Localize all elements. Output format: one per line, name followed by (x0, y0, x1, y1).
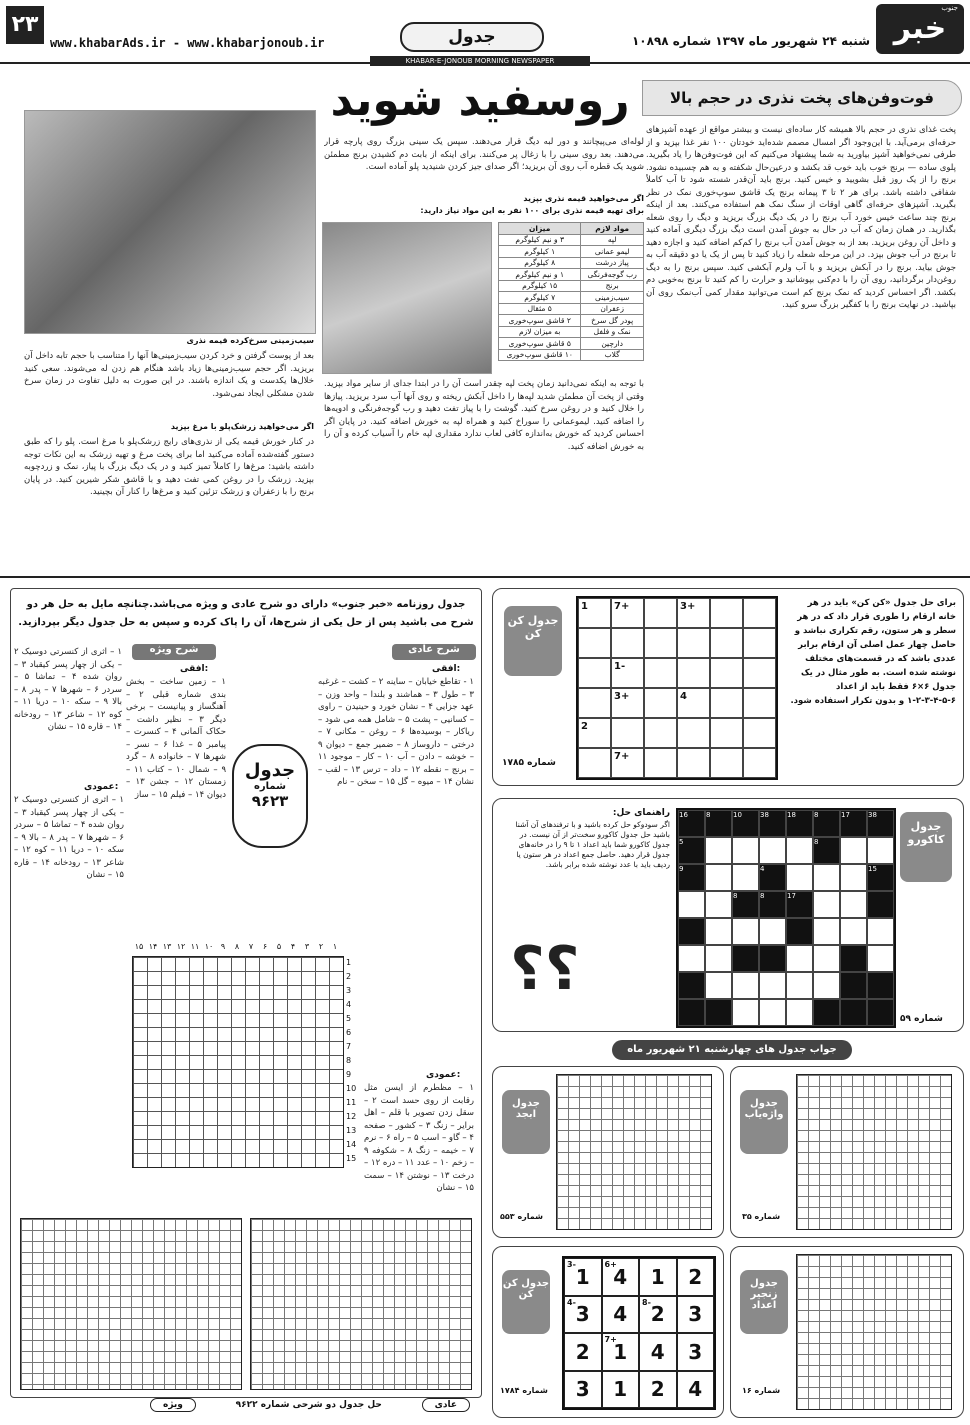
kakuro-cell[interactable] (732, 999, 759, 1026)
article-column-left: بعد از پوست گرفتن و خرد کردن سیب‌زمینی‌ها آنها را متناسب با حجم تابه داخل آن بریزید. اگر حجم سیب‌زمینی‌ها زیاد باشد هنگام هم زدن له می‌شوند. سعی کنید خلال‌ها یکدست و یک اندازه باشند. در این صورت به دلیل تفاوت در زمان سرخ شدن مشکلی ایجاد نمی‌شود. (24, 351, 314, 399)
kakuro-clue-cell: 8 (732, 891, 759, 918)
kenken-cell[interactable] (743, 748, 776, 778)
ingredients-heading: برای تهیه قیمه نذری برای ۱۰۰ نفر به این مواد نیاز دارید: (420, 206, 644, 215)
kenken-answer-number: شماره ۱۷۸۴ (500, 1386, 548, 1395)
kenken-instructions: برای حل جدول «کن کن» باید در هر خانه ارقام را طوری قرار داد که در هر سطر و هر ستون، رقم تکراری نباشد و حاصل چهار عمل اصلی آن ارقام برابر عددی باشد که در قسمت‌های مختلف نوشته شده است. به طور مثال در یک جدول ۶×۶ فقط باید از اعداد ۶-۵-۴-۳-۲-۱ و بدون تکرار استفاده شود. (790, 598, 956, 706)
kakuro-clue-cell (867, 999, 894, 1026)
kenken-op: 8- (642, 1297, 651, 1307)
col-number: ۱۳ (162, 942, 172, 951)
kakuro-clue-cell: 8 (813, 837, 840, 864)
special-vertical-clues-top: ۱ – اثری از کنسرتی دوسیک ۲ – یکی از چهار پسر کیقباد ۳ – روان شده ۴ – تماشا ۵ – سردر ۶ – شهرها ۷ – پدر ۸ – بالا ۹ – سکه ۱۰ – دریا ۱۱ – کوه ۱۲ – شاعر ۱۳ – رودخانه ۱۴ – قاره ۱۵ – نشان (14, 647, 122, 732)
recipe-heading: اگر می‌خواهید قیمه نذری بپزید (523, 194, 644, 203)
kakuro-cell[interactable] (705, 891, 732, 918)
kakuro-cell[interactable] (840, 837, 867, 864)
kakuro-clue-cell: 8 (705, 810, 732, 837)
vertical-label-special: عمودی: (84, 782, 119, 792)
row-number: 14 (346, 1140, 357, 1149)
kakuro-cell[interactable] (732, 837, 759, 864)
kakuro-clue-cell (678, 918, 705, 945)
kenken-cell[interactable] (710, 598, 743, 628)
photo-caption: سیب‌زمینی سرخ‌کرده قیمه نذری (186, 336, 314, 345)
kenken-op: 6+ (604, 1260, 617, 1269)
kakuro-tag: جدول کاکورو (900, 812, 952, 882)
kakuro-cell[interactable] (705, 972, 732, 999)
kenken-answer-cell (602, 1333, 640, 1371)
kakuro-clue-cell (867, 891, 894, 918)
kenken-answer-cell (564, 1258, 602, 1296)
kenken-number: شماره ۱۷۸۵ (502, 758, 556, 768)
kenken-op: 7+ (604, 1335, 617, 1344)
kenken-answer-cell (639, 1333, 677, 1371)
table-header-row: مواد لازم میزان (499, 223, 644, 235)
kakuro-clue-cell: 4 (759, 864, 786, 891)
zanjire-answer-grid (796, 1254, 952, 1410)
kenken-answer-cell (602, 1371, 640, 1409)
col-number: ۳ (304, 942, 310, 951)
article-column-mid-top: لوله‌ای می‌پیچانند و دور لبه دیگ قرار می‌دهند. سپس یک سینی بزرگ روی پارچه قرار می‌دهند. بعد روی سینی را با زغال پر می‌کنند. برای اینکه از بابت دم کشیدن برنج مطمئن شوید یک قطره آب روی آن بریزید؛ اگر صدای جیز کردن شنیدید پلو آماده است. (324, 137, 644, 172)
kenken-cell[interactable] (677, 628, 710, 658)
kakuro-guide: اگر سودوکو حل کرده باشید و با ترفندهای آن آشنا باشید حل جدول کاکورو سخت‌تر از آن نیست. در جدول کاکورو شما باید اعداد ۱ تا ۹ را در خانه‌های جدول قرار دهید. حاصل جمع اعداد در هر ستون یا ردیف باید با عدد نوشته شده برابر باشد. (515, 820, 670, 869)
kakuro-clue-cell: 15 (867, 864, 894, 891)
classic-crossword-grid[interactable] (132, 956, 344, 1168)
kakuro-cell[interactable] (786, 864, 813, 891)
kenken-tag: جدول کن کن (504, 606, 562, 676)
kakuro-cell[interactable] (813, 864, 840, 891)
kenken-answer-value: 3 (688, 1339, 703, 1364)
kenken-answer-cell (602, 1296, 640, 1334)
kenken-cell[interactable] (677, 658, 710, 688)
col-number: ۱۵ (134, 942, 144, 951)
vazheyab-number: شماره ۳۵ (742, 1212, 781, 1221)
kenken-cell[interactable] (644, 658, 677, 688)
kakuro-clue-cell: 17 (840, 810, 867, 837)
kakuro-cell[interactable] (759, 918, 786, 945)
answers-banner: جواب جدول های چهارشنبه ۲۱ شهریور ماه (612, 1040, 852, 1060)
kakuro-clue-cell: 9 (678, 864, 705, 891)
kakuro-clue-cell (840, 945, 867, 972)
kenken-cell[interactable] (578, 688, 611, 718)
special-horizontal-clues: ۱ – زمین ساخت – بخش بندی شماره قبلی ۲ – آهنگساز و پیانیست – برخی دیگر ۳ – نظیر داشت – حکاک آلمانی ۴ – کنسرت – پیامبر ۵ – غذا ۶ – نسر – شهرها ۷ – خانواده ۸ – گرد ۹ – شمال ۱۰ – کتاب ۱۱ – زمستان ۱۲ – جشن ۱۳ – دیوان ۱۴ – فیلم ۱۵ – ساز (126, 677, 226, 800)
zanjire-tag: جدول زنجیر اعداد (740, 1270, 788, 1334)
table-row: گلاب ۱۰ قاشق سوپ‌خوری (499, 349, 644, 361)
abjad-answer-grid (556, 1074, 712, 1230)
kakuro-cell[interactable] (786, 945, 813, 972)
row-number: 2 (346, 972, 352, 981)
kenken-cell[interactable]: 2 (578, 718, 611, 748)
masthead-strip: KHABAR-E-JONOUB MORNING NEWSPAPER (370, 56, 590, 66)
kenken-cell[interactable] (644, 748, 677, 778)
answer-title: حل جدول دو شرحی شماره ۹۶۲۲ (235, 1400, 382, 1410)
vazheyab-answer-grid (796, 1074, 952, 1230)
row-number: 6 (346, 1028, 352, 1037)
kenken-cell[interactable] (611, 628, 644, 658)
website-link[interactable]: www.khabarAds.ir - www.khabarjonoub.ir (50, 36, 325, 50)
kakuro-clue-cell (840, 972, 867, 999)
kakuro-number: شماره ۵۹ (900, 1014, 943, 1024)
normal-vertical-clues: ۱ – مظطرم از ایسن مثل رقابت از روی حسد است ۲ – سقل زدن تصویر با قلم – اهل برایر – زنگ ۳ – کشور – صفحه ۴ – گاو – اسب ۵ – راه ۶ – نرم ۷ – خیمه – زنگ ۸ – شکوفه ۹ – زخم ۱۰ – عدد ۱۱ – دره ۱۲ – درخت ۱۳ – نوشتن ۱۴ – سمت ۱۵ – نشان (364, 1083, 474, 1192)
kenken-answer-value: 4 (650, 1339, 665, 1364)
kenken-cell[interactable] (743, 688, 776, 718)
col-number: ۸ (234, 942, 240, 951)
kenken-answer-value: 1 (575, 1264, 590, 1289)
kakuro-clue-cell: 8 (813, 810, 840, 837)
page-header (0, 0, 970, 64)
kakuro-cell[interactable] (678, 891, 705, 918)
kakuro-cell[interactable] (759, 999, 786, 1026)
kenken-cell[interactable] (644, 598, 677, 628)
kakuro-clue-cell (759, 945, 786, 972)
kakuro-clue-cell (786, 918, 813, 945)
spacer (10, 1206, 480, 1207)
row-number: 4 (346, 1000, 352, 1009)
kenken-grid[interactable] (576, 596, 778, 780)
kakuro-cell[interactable] (786, 999, 813, 1026)
classic-answer-grid-special (20, 1218, 242, 1390)
kenken-cell[interactable]: 7+ (611, 598, 644, 628)
table-row: دارچین ۵ قاشق سوپ‌خوری (499, 338, 644, 350)
kenken-op: 4- (567, 1297, 576, 1307)
kakuro-clue-cell (678, 999, 705, 1026)
col-number: ۱۲ (176, 942, 186, 951)
puzzle-banner: جدول روزنامه «خبر جنوب» دارای دو شرح عادی و ویژه می‌باشد.چنانچه مایل به حل هر دو شرح می باشید پس از حل یکی از شرح‌ها، آن را پاک کرده و سپس به حل جدول دیگر بپردازید. (18, 599, 474, 628)
col-number: ۷ (248, 942, 254, 951)
kenken-cell[interactable] (710, 628, 743, 658)
question-mark-icon: ؟؟ (510, 934, 580, 1004)
kenken-answer-cell (564, 1333, 602, 1371)
kenken-cell[interactable] (710, 748, 743, 778)
kenken-cell[interactable] (578, 658, 611, 688)
row-number: 8 (346, 1056, 352, 1065)
table-row: نمک و فلفل به میزان لازم (499, 326, 644, 338)
normal-horizontal-clues: ۱ - تقاطع خیابان – ساینه ۲ – کشت – غرغبه ۳ – طول ۳ – هماشند و بلندا – واحد وزن – عهد جزایی ۴ – نشان خورد و حینیدن – راوی – کسانیی – پشت ۵ – شامل همه می شود – ریاکار – بوسیده‌ها ۶ – روغن – مکانی ۷ – درختی – داروساز ۸ – ضمیر جمع – دیوان ۹ – خوشه – دادن – آب ۱۰ – کار – موجود ۱۱ – برنج – نقطه ۱۲ – داد – ترس ۱۳ – لقب – نشان ۱۴ – میوه – گل ۱۵ – سخن – نام (318, 677, 474, 787)
kakuro-cell[interactable] (678, 945, 705, 972)
kenken-cell[interactable] (710, 688, 743, 718)
kakuro-cell[interactable] (813, 945, 840, 972)
special-clues-label: شرح ویژه (132, 644, 216, 660)
row-number: 7 (346, 1042, 352, 1051)
normal-clues-label: شرح عادی (392, 644, 476, 660)
kenken-answer-value: 1 (613, 1339, 628, 1364)
abjad-tag: جدول ابجد (502, 1090, 550, 1154)
section-title: جدول (400, 22, 544, 52)
kenken-answer-value: 3 (575, 1302, 590, 1327)
kenken-answer-value: 2 (650, 1377, 665, 1402)
kenken-answer-value: 3 (575, 1377, 590, 1402)
kenken-cell[interactable]: 3+ (677, 598, 710, 628)
abjad-number: شماره ۵۵۳ (500, 1212, 544, 1221)
classic-answer-grid-normal (250, 1218, 472, 1390)
kenken-cell[interactable]: 4 (677, 688, 710, 718)
kenken-answer-grid (562, 1256, 716, 1410)
food-photo-gheymeh (24, 110, 316, 334)
food-photo-rice (322, 222, 492, 374)
kakuro-cell[interactable] (759, 972, 786, 999)
col-number: ۱ (332, 942, 338, 951)
kakuro-cell[interactable] (786, 972, 813, 999)
col-number: ۱۱ (190, 942, 200, 951)
vertical-label: عمودی: (426, 1070, 461, 1080)
kakuro-clue-cell (732, 945, 759, 972)
kenken-cell[interactable]: 1 (578, 598, 611, 628)
puzzle-title: جدول (244, 760, 296, 781)
kakuro-cell[interactable] (705, 918, 732, 945)
kenken-cell[interactable] (677, 718, 710, 748)
kenken-answer-cell (639, 1371, 677, 1409)
kenken-answer-cell (639, 1296, 677, 1334)
row-number: 11 (346, 1098, 357, 1107)
kenken-cell[interactable]: 1- (611, 658, 644, 688)
kakuro-guide-title: راهنمای حل: (612, 808, 670, 818)
kenken-cell[interactable] (644, 718, 677, 748)
table-row: برنج ۱۵ کیلوگرم (499, 280, 644, 292)
kenken-answer-cell (677, 1296, 715, 1334)
horizontal-label-special: افقی: (180, 664, 209, 674)
newspaper-logo: خبر (876, 4, 964, 54)
kakuro-cell[interactable] (813, 891, 840, 918)
col-number: ۲ (318, 942, 324, 951)
kenken-answer-value: 1 (613, 1377, 628, 1402)
logo-sub: جنوب (941, 4, 958, 12)
kenken-answer-value: 4 (613, 1264, 628, 1289)
kakuro-clue-cell: 18 (786, 810, 813, 837)
kenken-answer-cell (677, 1333, 715, 1371)
kakuro-cell[interactable] (867, 918, 894, 945)
kakuro-clue-cell (813, 999, 840, 1026)
kakuro-clue-cell: 5 (678, 837, 705, 864)
col-number: ۴ (290, 942, 296, 951)
puzzle-id-badge (232, 744, 308, 848)
row-number: 12 (346, 1112, 357, 1121)
kenken-cell[interactable]: 3+ (611, 688, 644, 718)
table-row: پیاز درشت ۸ کیلوگرم (499, 257, 644, 269)
kenken-cell[interactable] (710, 718, 743, 748)
classic-answer-footer (150, 1396, 470, 1414)
col-number: ۱۴ (148, 942, 158, 951)
kakuro-cell[interactable] (759, 837, 786, 864)
kakuro-cell[interactable] (867, 837, 894, 864)
table-row: لپه ۳ و نیم کیلوگرم (499, 234, 644, 246)
kenken-answer-cell (639, 1258, 677, 1296)
answer-normal-label: عادی (422, 1398, 470, 1412)
row-number: 1 (346, 958, 352, 967)
kakuro-cell[interactable] (705, 864, 732, 891)
kenken-answer-value: 2 (650, 1302, 665, 1327)
puzzle-number: ۹۶۲۳ (251, 792, 289, 810)
kenken-answer-value: 3 (688, 1302, 703, 1327)
kenken-op: 3- (567, 1260, 576, 1269)
kakuro-clue-cell: 8 (759, 891, 786, 918)
kenken-answer-cell (677, 1258, 715, 1296)
article-column-right: پخت غذای نذری در حجم بالا همیشه کار ساده‌ای نیست و بیشتر مواقع از عهده آشپزهای حرفه‌ای برمی‌آید. با این‌وجود اگر امسال مصمم شده‌اید خودتان ۱۰۰ نفر غذا بپزید و از طرفی نمی‌خواهید آشپز بیاورید به شما پیشنهاد می‌کنیم که این فوت‌وفن‌ها را یاد بگیرید. پلوی ساده — برنج خوب باید خوب قد بکشد و درعین‌حال شکفته و به هم چسبیده نشود. برنج را از یک روز قبل بشویید و خیس کنید. برنج باید آن‌قدر شسته شود تا آب کاملاً شفافی داشته باشد. برای هر ۲ تا ۳ پیمانه برنج یک قاشق سوپ‌خوری نمک در نظر بگیرید. آشپزهای حرفه‌ای گاهی اوقات از سنگ نمک هم استفاده می‌کنند. بعد از اینکه برنج چند ساعت خیس خورد آب برنج را در یک دیگ بزرگ بریزید و دیگ را روی شعله بگذارید. در همان زمان که آب در حال به جوش آمدن است دیگ بزرگ دیگری آماده کنید و داخل آن روغن بریزید. بعد از به جوش آمدن آب برنج را کم‌کم اضافه کنید و اجازه دهید تا برنج در آب جوش بپزد. در این مرحله شعله را زیاد کنید تا پس از یک یا دو دقیقه آب به جوش بیاید. برنج را در آبکش بریزید و با آب ولرم آبکشی کنید. سپس برنج را به دیگ روغن‌دار برگردانید، روی آن را با دم‌کنی بپوشانید و حرارت را کم کنید تا برنج به‌خوبی دم بکشد. اگر احساس کردید که نمک برنج کم است می‌توانید مقدار کمی آب‌نمک روی آن بپاشید. در نهایت برنج را با کفگیر بزرگ سرو کنید. (646, 125, 956, 310)
kenken-answer-value: 1 (650, 1264, 665, 1289)
kenken-cell[interactable] (611, 718, 644, 748)
kakuro-cell[interactable] (813, 972, 840, 999)
kakuro-clue-cell (678, 972, 705, 999)
kenken-cell[interactable] (743, 718, 776, 748)
row-number: 5 (346, 1014, 352, 1023)
kakuro-clue-cell: 38 (867, 810, 894, 837)
kakuro-clue-cell (840, 999, 867, 1026)
kenken-answer-value: 4 (688, 1377, 703, 1402)
kakuro-clue-cell (705, 999, 732, 1026)
special-vertical-clues: ۱ – اثری از کنسرتی دوسیک ۲ – یکی از چهار پسر کیقباد ۳ – روان شده ۴ – تماشا ۵ – سردر ۶ – شهرها ۷ – پدر ۸ – بالا ۹ – سکه ۱۰ – دریا ۱۱ – کوه ۱۲ – شاعر ۱۳ – رودخانه ۱۴ – قاره ۱۵ – نشان (14, 795, 124, 880)
page-number: ۲۳ (6, 6, 44, 44)
table-row: سیب‌زمینی ۷ کیلوگرم (499, 292, 644, 304)
kakuro-cell[interactable] (840, 918, 867, 945)
table-row: لیمو عمانی ۱ کیلوگرم (499, 246, 644, 258)
horizontal-label: افقی: (432, 664, 461, 674)
kenken-answer-tag: جدول کن کن (502, 1270, 550, 1334)
kenken-cell[interactable] (743, 598, 776, 628)
kakuro-cell[interactable] (732, 918, 759, 945)
kenken-answer-cell (677, 1371, 715, 1409)
kenken-cell[interactable] (743, 628, 776, 658)
kenken-answer-cell (564, 1371, 602, 1409)
ingredients-table (498, 222, 644, 361)
kenken-answer-cell (564, 1296, 602, 1334)
answer-special-label: ویژه (150, 1398, 196, 1412)
kakuro-clue-cell: 17 (786, 891, 813, 918)
col-number: ۱۰ (204, 942, 214, 951)
kakuro-clue-cell (867, 972, 894, 999)
kenken-cell[interactable] (578, 628, 611, 658)
kakuro-grid[interactable] (676, 808, 896, 1028)
kakuro-cell[interactable] (813, 918, 840, 945)
row-number: 10 (346, 1084, 357, 1093)
col-number: ۹ (220, 942, 226, 951)
kenken-cell[interactable] (677, 748, 710, 778)
row-number: 9 (346, 1070, 352, 1079)
kakuro-cell[interactable] (840, 891, 867, 918)
row-number: 3 (346, 986, 352, 995)
col-number: ۵ (276, 942, 282, 951)
grid-row-numbers (346, 956, 360, 1166)
kenken-cell[interactable] (578, 748, 611, 778)
kenken-answer-value: 2 (575, 1339, 590, 1364)
article-column-mid-bottom: با توجه به اینکه نمی‌دانید زمان پخت لپه چقدر است آن را در ابتدا جدای از سایر مواد بپزید. وقتی از پخت آن مطمئن شدید لپه‌ها را داخل آبکش ریخته و روی آنها آب سرد بریزید. پیازها را خلال کنید و در روغن سرخ کنید. گوشت را با پیاز تفت دهید و رب گوجه‌فرنگی و ادویه‌ها را اضافه کنید. لیموعمانی را سوراخ کنید و همراه لپه به خورش اضافه کنید. در پایان اگر احساس کردید که خورش به‌اندازه کافی لعاب ندارد مقداری لپه خام را آسیاب کرده و آن را به خورش اضافه کنید. (324, 379, 644, 452)
article-column-left-2: در کنار خورش قیمه یکی از نذری‌های رایج زرشک‌پلو با مرغ است. پلو را که طبق دستور گفته‌شده آماده می‌کنید اما برای پخت مرغ و تهیه زرشک به این نکات توجه داشته باشید: مرغ‌ها را کاملاً تمیز کنید و در یک دیگ بزرگ با پیاز، نمک و زردچوبه بپزید. زرشک را در روغن کمی تفت دهید و با قاشق شکر شیرین کنید. در پایان برنج را با زعفران و زرشک تزئین کنید و مرغ‌ها را کنار آن بچینید. (24, 437, 314, 497)
article-title: روسفید شوید (330, 75, 630, 126)
row-number: 13 (346, 1126, 357, 1135)
kenken-cell[interactable] (743, 658, 776, 688)
kakuro-clue-cell: 16 (678, 810, 705, 837)
kakuro-cell[interactable] (705, 945, 732, 972)
kakuro-cell[interactable] (705, 837, 732, 864)
kenken-cell[interactable] (710, 658, 743, 688)
kakuro-cell[interactable] (732, 864, 759, 891)
kenken-cell[interactable]: 7+ (611, 748, 644, 778)
issue-date: شنبه ۲۴ شهریور ماه ۱۳۹۷ شماره ۱۰۸۹۸ (631, 34, 870, 48)
kenken-answer-value: 4 (613, 1302, 628, 1327)
table-row: رب گوجه‌فرنگی ۱ و نیم کیلوگرم (499, 269, 644, 281)
grid-col-numbers (132, 942, 342, 952)
col-number: ۶ (262, 942, 268, 951)
article-subtitle: فوت‌وفن‌های پخت نذری در حجم بالا (642, 80, 962, 116)
kakuro-cell[interactable] (732, 972, 759, 999)
kakuro-cell[interactable] (786, 837, 813, 864)
kenken-cell[interactable] (644, 688, 677, 718)
kenken-answer-cell (602, 1258, 640, 1296)
zereshk-heading: اگر می‌خواهید زرشک‌پلو با مرغ بپزید (170, 422, 314, 431)
zanjire-number: شماره ۱۶ (742, 1386, 781, 1395)
kakuro-clue-cell: 38 (759, 810, 786, 837)
table-row: پودر گل سرخ ۲ قاشق سوپ‌خوری (499, 315, 644, 327)
kenken-cell[interactable] (644, 628, 677, 658)
kakuro-clue-cell: 10 (732, 810, 759, 837)
table-row: زعفران ۵ مثقال (499, 303, 644, 315)
row-number: 15 (346, 1154, 357, 1163)
vazheyab-tag: جدول واژه‌یاب (740, 1090, 788, 1154)
kakuro-cell[interactable] (840, 864, 867, 891)
kenken-answer-value: 2 (688, 1264, 703, 1289)
divider (0, 576, 970, 578)
kakuro-cell[interactable] (867, 945, 894, 972)
puzzle-number-label: شماره (254, 781, 286, 792)
